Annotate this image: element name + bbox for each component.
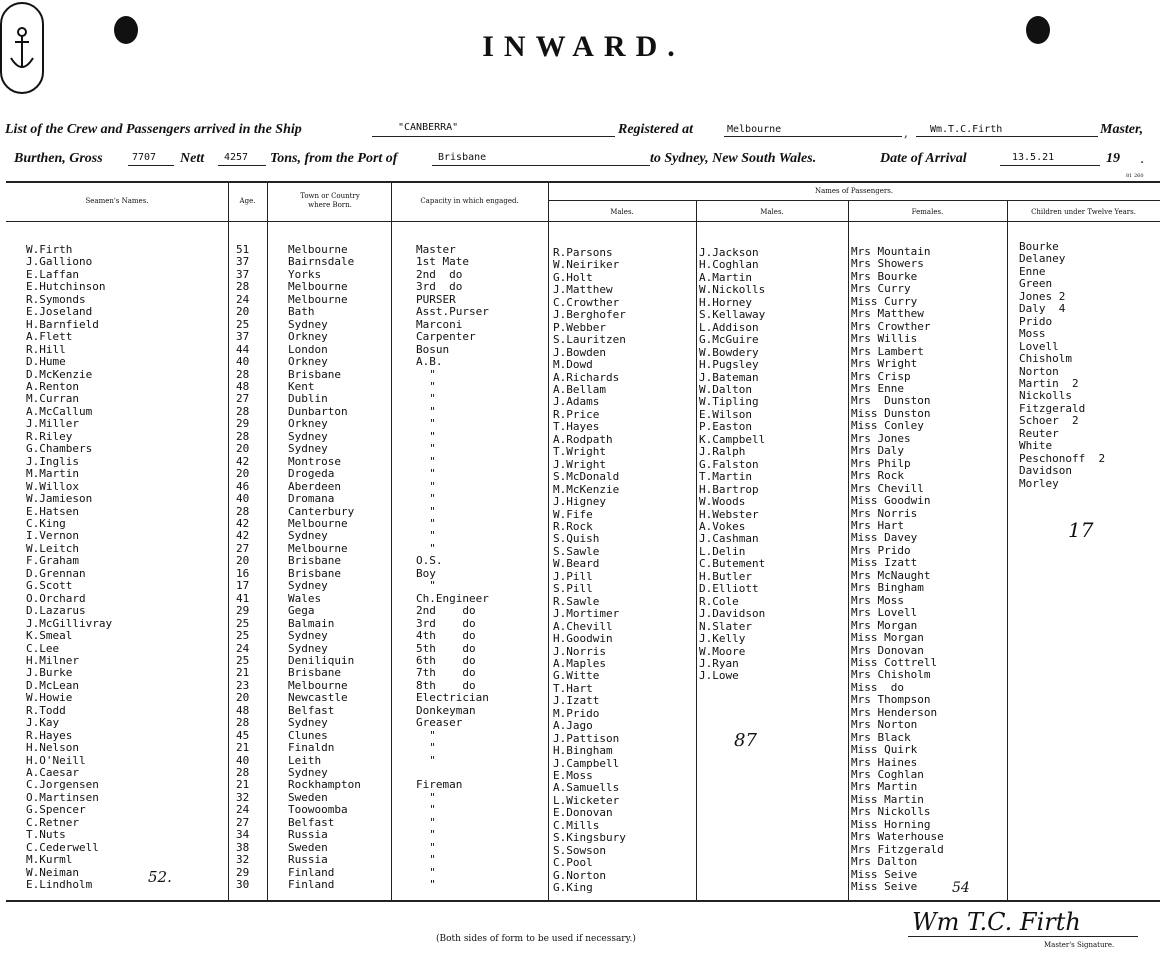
nett-tonnage: 4257 [224, 152, 249, 163]
burthen-label: Burthen, Gross [14, 151, 103, 166]
tons-label: Tons, from the Port of [270, 151, 398, 166]
crew-towns-list: Melbourne Bairnsdale Yorks Melbourne Melbourne Bath Sydney Orkney London Orkney Brisbane Kent Dublin Dunbarton Orkney Sydney Sydney Montrose Drogeda Aberdeen Dromana Canterbury Melbourne Sydney Melbourne Brisbane Brisbane Sydney Wales Gega Balmain Sydney Sydney Deniliquin Brisbane Melbourne Newcastle Belfast Sydney Clunes Finaldn Leith Sydney Rockhampton Sweden Toowoomba Belfast Russia Sweden Russia Finland Finland [288, 243, 361, 892]
master-name: Wm.T.C.Firth [930, 124, 1003, 135]
master-signature: Wm T.C. Firth [912, 908, 1081, 936]
females-count-mark: 54 [952, 880, 970, 896]
gross-tonnage: 7707 [132, 152, 157, 163]
children-count-mark: 17 [1068, 518, 1094, 542]
male-passengers-list-1: R.Parsons W.Neiriker G.Holt J.Matthew C.Crowther J.Berghofer P.Webber S.Lauritzen J.Bowden M.Dowd A.Richards A.Bellam J.Adams R.Price T.Hayes A.Rodpath T.Wright J.Wright S.McDonald M.McKenzie J.Higney W.Fife R.Rock S.Quish S.Sawle W.Beard J.Pill S.Pill R.Sawle J.Mortimer A.Chevill H.Goodwin J.Norris A.Maples G.Witte T.Hart J.Izatt M.Prido A.Jago J.Pattison H.Bingham J.Campbell E.Moss A.Samuells L.Wicketer E.Donovan C.Mills S.Kingsbury S.Sowson C.Pool G.Norton G.King [553, 246, 626, 895]
col-header-males-2: Males. [760, 208, 784, 216]
col-header-town: Town or Country where Born. [300, 192, 360, 209]
from-port: Brisbane [438, 152, 487, 163]
master-signature-label: Master's Signature. [1044, 941, 1115, 949]
ship-name: "CANBERRA" [398, 122, 459, 133]
female-passengers-list: Mrs Mountain Mrs Showers Mrs Bourke Mrs Curry Miss Curry Mrs Matthew Mrs Crowther Mrs Willis Mrs Lambert Mrs Wright Mrs Crisp Mrs Enne Mrs Dunston Miss Dunston Miss Conley Mrs Jones Mrs Daly Mrs Philp Mrs Rock Mrs Chevill Miss Goodwin Mrs Norris Mrs Hart Miss Davey Mrs Prido Miss Izatt Mrs McNaught Mrs Bingham Mrs Moss Mrs Lovell Mrs Morgan Miss Morgan Mrs Donovan Miss Cottrell Mrs Chisholm Miss do Mrs Thompson Mrs Henderson Mrs Norton Mrs Black Miss Quirk Mrs Haines Mrs Coghlan Mrs Martin Miss Martin Mrs Nickolls Miss Horning Mrs Waterhouse Mrs Fitzgerald Mrs Dalton Miss Seive Miss Seive [851, 245, 944, 894]
master-label: Master, [1100, 122, 1144, 137]
children-passengers-list: Bourke Delaney Enne Green Jones 2 Daly 4 Prido Moss Lovell Chisholm Norton Martin 2 Nickolls Fitzgerald Schoer 2 Reuter White Peschonoff 2 Davidson Morley [1019, 240, 1106, 490]
registered-label: Registered at [618, 122, 694, 137]
crew-ages-list: 51 37 37 28 24 20 25 37 44 40 28 48 27 28 29 28 20 42 20 46 40 28 42 42 27 20 16 17 41 29 25 25 24 25 21 23 20 48 28 45 21 40 28 21 32 24 27 34 38 32 29 30 [236, 243, 250, 892]
col-header-capacity: Capacity in which engaged. [420, 197, 519, 205]
form-code: 81 260 [1126, 173, 1144, 179]
registered-port: Melbourne [727, 124, 782, 135]
col-header-females: Females. [911, 208, 944, 216]
crew-count-mark: 52. [148, 868, 172, 886]
destination-label: to Sydney, New South Wales. [650, 151, 817, 166]
nett-label: Nett [180, 151, 205, 166]
crew-names-list: W.Firth J.Galliono E.Laffan E.Hutchinson R.Symonds E.Joseland H.Barnfield A.Flett R.Hill D.Hume D.McKenzie A.Renton M.Curran A.McCallum J.Miller R.Riley G.Chambers J.Inglis M.Martin W.Willox W.Jamieson E.Hatsen C.King I.Vernon W.Leitch F.Graham D.Grennan G.Scott O.Orchard D.Lazarus J.McGillivray K.Smeal C.Lee H.Milner J.Burke D.McLean W.Howie R.Todd J.Kay R.Hayes H.Nelson H.O'Neill A.Caesar C.Jorgensen O.Martinsen G.Spencer C.Retner T.Nuts C.Cederwell M.Kurml W.Neiman E.Lindholm [26, 243, 113, 892]
arrival-date-label: Date of Arrival [880, 151, 967, 166]
crew-capacity-list: Master 1st Mate 2nd do 3rd do PURSER Asst.Purser Marconi Carpenter Bosun A.B. " " " " " " " " " " " " " " " O.S. Boy " Ch.Engineer 2nd do 3rd do 4th do 5th do 6th do 7th do 8th do Electrician Donkeyman Greaser " " " Fireman " " " " " " " " [416, 243, 489, 892]
males-count-mark: 87 [734, 730, 757, 751]
list-label: List of the Crew and Passengers arrived in the Ship [5, 122, 302, 137]
form-title: INWARD. [482, 30, 685, 63]
col-header-seamen: Seamen's Names. [85, 197, 149, 205]
col-header-age: Age. [239, 197, 256, 205]
footer-note: (Both sides of form to be used if necessary.) [436, 934, 636, 944]
arrival-date: 13.5.21 [1012, 152, 1055, 163]
col-header-passengers: Names of Passengers. [814, 187, 894, 195]
year-prefix: 19 [1106, 151, 1120, 166]
male-passengers-list-2: J.Jackson H.Coghlan A.Martin W.Nickolls H.Horney S.Kellaway L.Addison G.McGuire W.Bowdery H.Pugsley J.Bateman W.Dalton W.Tipling E.Wilson P.Easton K.Campbell J.Ralph G.Falston T.Martin H.Bartrop W.Woods H.Webster A.Vokes J.Cashman L.Delin C.Butement H.Butler D.Elliott R.Cole J.Davidson N.Slater J.Kelly W.Moore J.Ryan J.Lowe [699, 246, 766, 683]
col-header-males-1: Males. [610, 208, 634, 216]
col-header-children: Children under Twelve Years. [1031, 208, 1136, 216]
